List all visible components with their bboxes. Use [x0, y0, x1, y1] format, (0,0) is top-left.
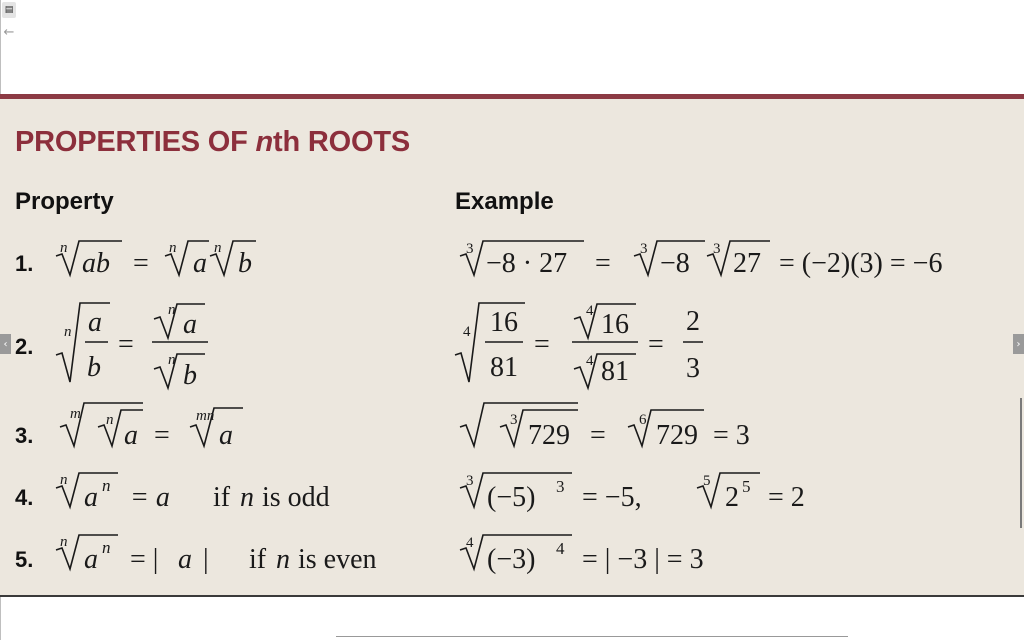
exponent: n — [102, 538, 111, 557]
exponent: 3 — [556, 477, 565, 496]
abs-close: | — [203, 544, 209, 575]
root-index: 4 — [586, 353, 594, 369]
row-number-2: 2. — [15, 334, 34, 359]
root-index: 4 — [586, 303, 594, 319]
root-index: n — [60, 472, 68, 488]
root-index: n — [168, 302, 176, 318]
radicand: 2 — [725, 482, 739, 513]
result: = 2 — [768, 482, 805, 513]
next-page-icon[interactable]: › — [1013, 334, 1024, 354]
fraction-numerator: 2 — [686, 306, 700, 337]
equals-abs-open: = | — [130, 544, 159, 575]
radicand: (−5) — [487, 482, 536, 513]
radicand: −8 — [660, 248, 690, 279]
equals: = — [648, 329, 664, 360]
exponent: 5 — [742, 477, 751, 496]
root-index: 3 — [466, 241, 474, 257]
radicand: a — [84, 544, 98, 575]
result: = 3 — [713, 420, 750, 451]
fraction-denominator: b — [87, 352, 101, 383]
root-index: n — [214, 240, 222, 256]
root-index: 5 — [703, 473, 711, 489]
root-index: 3 — [510, 412, 518, 428]
root-index: m — [70, 406, 81, 422]
page-title: PROPERTIES OF nth ROOTS — [15, 126, 410, 158]
equals: = — [590, 420, 606, 451]
radicand: 27 — [733, 248, 761, 279]
row-number-1: 1. — [15, 251, 34, 276]
radicand: 16 — [601, 309, 629, 340]
properties-panel — [0, 94, 1024, 597]
root-index: 3 — [713, 241, 721, 257]
result: = −5, — [582, 482, 642, 513]
radicand: a — [193, 248, 207, 279]
condition-if: if — [213, 482, 231, 513]
radicand: a — [183, 309, 197, 340]
radicand: 729 — [656, 420, 698, 451]
exponent: n — [102, 476, 111, 495]
column-header-property: Property — [15, 188, 114, 215]
row-number-5: 5. — [15, 547, 34, 572]
fraction-denominator: 3 — [686, 353, 700, 384]
root-index: 3 — [466, 473, 474, 489]
condition-var: n — [276, 544, 290, 575]
condition-var: n — [240, 482, 254, 513]
condition-if: if — [249, 544, 267, 575]
fraction-numerator: 16 — [490, 307, 518, 338]
column-header-example: Example — [455, 188, 554, 215]
root-index: 3 — [640, 241, 648, 257]
radicand: 81 — [601, 356, 629, 387]
root-index: n — [168, 352, 176, 368]
condition-text: is odd — [262, 482, 330, 513]
scrollbar[interactable] — [1020, 398, 1022, 528]
radicand: 729 — [528, 420, 570, 451]
root-index: n — [64, 324, 72, 340]
root-index: n — [106, 412, 114, 428]
equals: = — [118, 329, 134, 360]
radicand: a — [84, 482, 98, 513]
root-index: n — [60, 240, 68, 256]
root-index: 4 — [466, 535, 474, 551]
divider — [336, 636, 848, 637]
radicand: ab — [82, 248, 110, 279]
equals: = — [595, 248, 611, 279]
fraction-numerator: a — [88, 307, 102, 338]
equals: = — [534, 329, 550, 360]
result: = | −3 | = 3 — [582, 544, 704, 575]
prev-page-icon[interactable]: ‹ — [0, 334, 11, 354]
result: = (−2)(3) = −6 — [779, 248, 943, 279]
root-index: n — [60, 534, 68, 550]
root-index: 6 — [639, 412, 647, 428]
root-index: mn — [196, 408, 215, 424]
fraction-denominator: 81 — [490, 352, 518, 383]
condition-text: is even — [298, 544, 377, 575]
radicand: b — [238, 248, 252, 279]
equals: = — [133, 248, 149, 279]
equals: = — [154, 420, 170, 451]
root-index: n — [169, 240, 177, 256]
radicand: a — [124, 420, 138, 451]
row-number-4: 4. — [15, 485, 34, 510]
radicand: (−3) — [487, 544, 536, 575]
result: = a — [130, 482, 170, 513]
radicand: b — [183, 360, 197, 391]
row-number-3: 3. — [15, 423, 34, 448]
menu-icon[interactable]: ▤ — [2, 2, 16, 18]
abs-var: a — [178, 544, 192, 575]
back-arrow-icon[interactable]: ← — [3, 24, 15, 40]
radicand: a — [219, 420, 233, 451]
exponent: 4 — [556, 539, 565, 558]
radicand: −8 · 27 — [486, 248, 568, 279]
root-index: 4 — [463, 324, 471, 340]
